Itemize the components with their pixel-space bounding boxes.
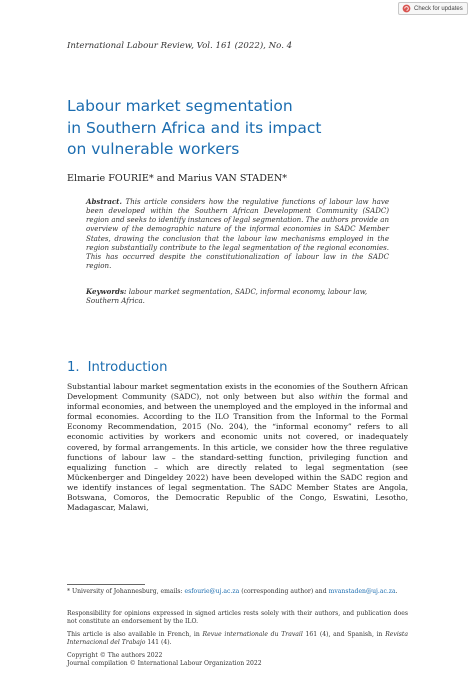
footnote-text: . — [395, 588, 398, 595]
badge-label: Check for updates — [414, 5, 463, 12]
article-title — [67, 96, 427, 161]
abstract-label: Abstract. — [86, 197, 122, 206]
section-title: Introduction — [87, 360, 168, 375]
keywords-text: labour market segmentation, SADC, informal economy, labour law, Southern Africa. — [86, 287, 368, 306]
footnote-translations — [67, 631, 408, 648]
abstract-text: This article considers how the regulative functions of labour law have been developed within the Southern African Development Community (SADC) region and seeks to identify instances of legal segmentation. The authors provide an overview of the demographic nature of the informal economies in SADC Member States, drawing the conclusion that the labour law mechanisms employed in the region substantially contribute to the legal segmentation of the regional economies. This has occurred despite the constitutionalization of labour law in the SADC region. — [86, 197, 389, 271]
keywords — [86, 287, 389, 305]
copyright-line: Copyright © The authors 2022 — [67, 652, 163, 659]
footnote-text: (corresponding author) and — [239, 588, 329, 595]
keywords-label: Keywords: — [86, 287, 127, 296]
body-text-part: Substantial labour market segmentation exists in the economies of the Southern African Development Community (SADC), not only between but also — [67, 382, 408, 402]
section-heading — [67, 360, 167, 375]
email-link-vanstaden[interactable]: mvanstaden@uj.ac.za — [328, 588, 396, 595]
title-line: in Southern Africa and its impact — [67, 118, 322, 137]
footnote-text: 161 (4), and Spanish, in — [302, 631, 386, 638]
footnote-text: * University of Johannesburg, emails: — [67, 588, 185, 595]
title-line: on vulnerable workers — [67, 140, 240, 158]
journal-name: Revista Internacional del Trabajo — [67, 631, 408, 647]
email-link-fourie[interactable]: esfourie@uj.ac.za — [184, 588, 240, 595]
footnote-text: This article is also available in French, in — [67, 631, 203, 638]
check-for-updates-badge[interactable] — [398, 2, 468, 15]
body-paragraph — [67, 382, 408, 513]
running-head: International Labour Review, Vol. 161 (2022), No. 4 — [67, 41, 293, 51]
footnote-text: 141 (4). — [145, 639, 172, 647]
section-number: 1. — [67, 360, 80, 375]
refresh-icon — [402, 4, 411, 13]
title-line: Labour market segmentation — [67, 97, 293, 115]
footnote-responsibility: Responsibility for opinions expressed in signed articles rests solely with their authors, and publication does not constitute an endorsement by the ILO. — [67, 610, 408, 626]
body-text-italic: within — [318, 392, 343, 402]
footnote-affiliation — [67, 588, 408, 596]
footnote-divider — [67, 584, 145, 585]
authors: Elmarie FOURIE* and Marius VAN STADEN* — [67, 173, 288, 184]
journal-compilation-line: Journal compilation © International Labour Organization 2022 — [67, 660, 262, 667]
journal-name: Revue internationale du Travail — [202, 631, 303, 638]
body-text-part: the formal and informal economies, and between the unemployed and the employed in the informal and formal economies. According to the ILO Transition from the Informal to the Formal Economy Recommendation, 2015 (No. 204), the “informal economy” refers to all economic activities by workers and economic units not covered, or inadequately covered, by formal arrangements. In this article, we consider how the three regulative functions of labour law – the standard-setting function, privileging function and equalizing function – which are directly related to legal segmentation (see Mückenberger and Dingeldey 2022) have been developed within the SADC region and we identify instances of legal segmentation. The SADC Member States are Angola, Botswana, Comoros, the Democratic Republic of the Congo, Eswatini, Lesotho, Madagascar, Malawi, — [67, 392, 408, 513]
abstract — [86, 197, 389, 270]
